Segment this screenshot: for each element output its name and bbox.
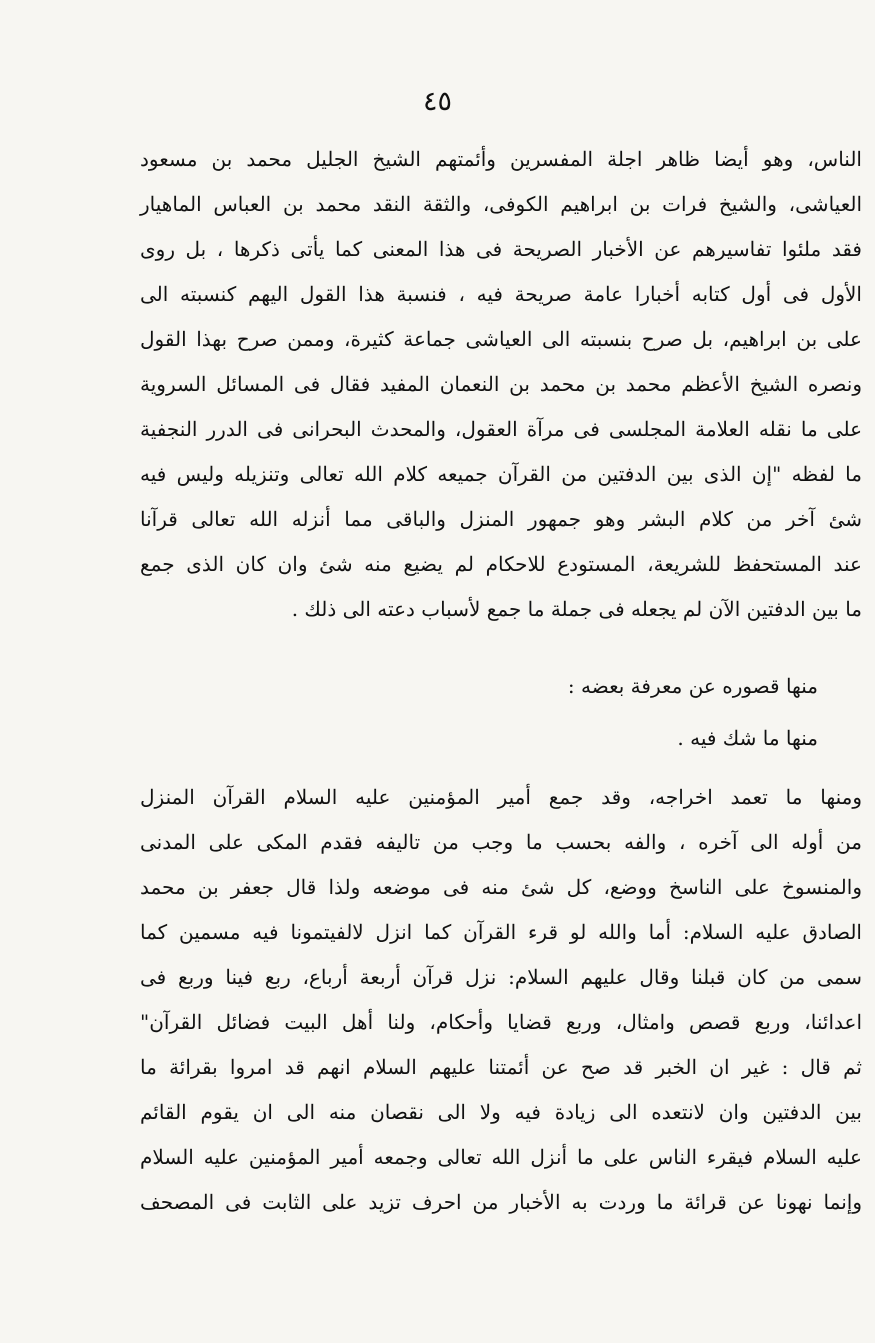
text-line: وإنما نهونا عن قرائة ما وردت به الأخبار من احرف تزيد على الثابت فى المصحف xyxy=(140,1190,862,1214)
text-line: ثم قال : غير ان الخبر قد صح عن أئمتنا عليهم السلام انهم قد امروا بقرائة ما xyxy=(140,1055,862,1079)
paragraph-2 xyxy=(140,775,862,1225)
text-line: على بن ابراهيم، بل صرح بنسبته الى العياشى جماعة كثيرة، وممن صرح بهذا القول xyxy=(140,327,862,351)
text-line: ومنها ما تعمد اخراجه، وقد جمع أمير المؤمنين عليه السلام القرآن المنزل xyxy=(140,785,862,809)
text-line: الصادق عليه السلام: أما والله لو قرء القرآن كما انزل لالفيتمونا فيه مسمين كما xyxy=(140,920,862,944)
short-line-b: منها ما شك فيه . xyxy=(677,726,818,750)
paragraph-1 xyxy=(140,137,862,632)
text-line: عليه السلام فيقرء الناس على ما أنزل الله تعالى وجمعه أمير المؤمنين عليه السلام xyxy=(140,1145,862,1169)
text-line: سمى من كان قبلنا وقال عليهم السلام: نزل قرآن أربعة أرباع، ربع فينا وربع فى xyxy=(140,965,862,989)
text-line: شئ آخر من كلام البشر وهو جمهور المنزل والباقى مما أنزله الله تعالى قرآنا xyxy=(140,507,862,531)
page-number: ٤٥ xyxy=(422,86,452,117)
text-line: بين الدفتين وان لانتعده الى زيادة فيه ولا الى نقصان منه الى ان يقوم القائم xyxy=(140,1100,862,1124)
text-line: فقد ملئوا تفاسيرهم عن الأخبار الصريحة فى هذا المعنى كما يأتى ذكرها ، بل روى xyxy=(140,237,862,261)
text-line: من أوله الى آخره ، والفه بحسب ما وجب من تاليفه فقدم المكى على المدنى xyxy=(140,830,862,854)
text-line: الناس، وهو أيضا ظاهر اجلة المفسرين وأئمتهم الشيخ الجليل محمد بن مسعود xyxy=(140,147,862,171)
text-line: العياشى، والشيخ فرات بن ابراهيم الكوفى، والثقة النقد محمد بن العباس الماهيار xyxy=(140,192,862,216)
text-line: ما بين الدفتين الآن لم يجعله فى جملة ما جمع لأسباب دعته الى ذلك . xyxy=(291,597,862,621)
text-line: اعدائنا، وربع قصص وامثال، وربع قضايا وأحكام، ولنا أهل البيت فضائل القرآن" xyxy=(140,1010,862,1034)
text-line: ونصره الشيخ الأعظم محمد بن محمد بن النعمان المفيد فقال فى المسائل السروية xyxy=(140,372,862,396)
short-line-a: منها قصوره عن معرفة بعضه : xyxy=(567,674,818,698)
text-line: والمنسوخ على الناسخ ووضع، كل شئ منه فى موضعه ولذا قال جعفر بن محمد xyxy=(140,875,862,899)
text-line: عند المستحفظ للشريعة، المستودع للاحكام لم يضيع منه شئ وان كان الذى جمع xyxy=(140,552,862,576)
text-line: الأول فى أول كتابه أخبارا عامة صريحة فيه ، فنسبة هذا القول اليهم كنسبته الى xyxy=(140,282,862,306)
text-line: ما لفظه "إن الذى بين الدفتين من القرآن جميعه كلام الله تعالى وتنزيله وليس فيه xyxy=(140,462,862,486)
text-line: على ما نقله العلامة المجلسى فى مرآة العقول، والمحدث البحرانى فى الدرر النجفية xyxy=(140,417,862,441)
